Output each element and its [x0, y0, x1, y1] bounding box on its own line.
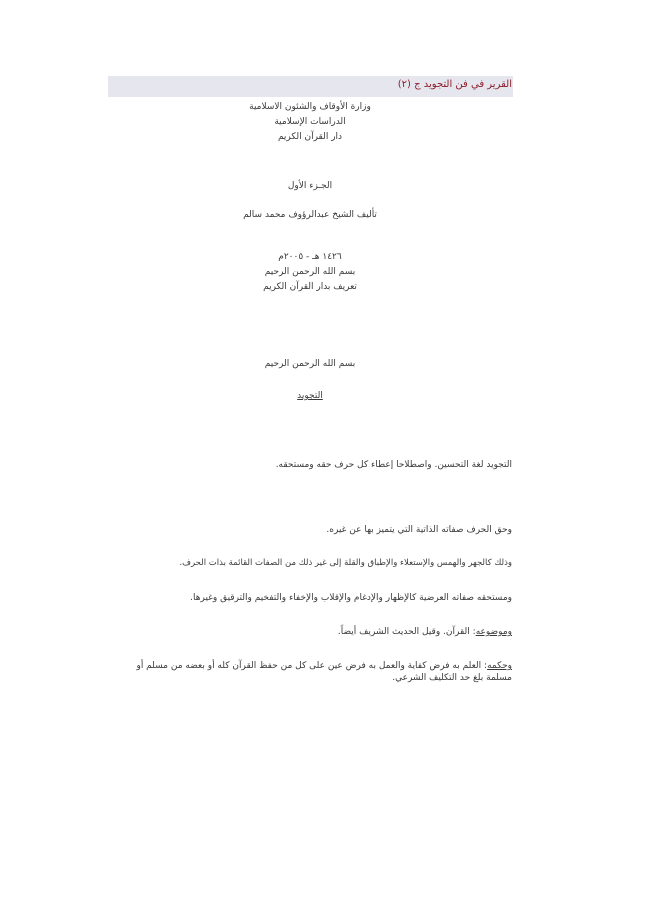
- examples-paragraph: وذلك كالجهر والهمس والإستعلاء والإطباق والقلة إلى غير ذلك من الصفات القائمة بذات الحرف.: [179, 558, 512, 568]
- ministry-line: وزارة الأوقاف والشئون الاسلامية: [249, 102, 371, 112]
- cover-basmala: بسم الله الرحمن الرحيم: [264, 267, 356, 277]
- intro-line: تعريف بدار القرآن الكريم: [263, 282, 357, 292]
- ruling-label: وحكمه: [487, 661, 512, 671]
- department-line: الدراسات الإسلامية: [274, 117, 346, 127]
- ruling-text: : العلم به فرض كفاية والعمل به فرض عين على كل من حفظ القرآن كله أو بعضه من مسلم أو مسلمة بلغ حد التكليف الشرعي.: [136, 661, 512, 683]
- ruling-paragraph: [112, 660, 512, 684]
- date-line: ١٤٢٦ هـ - ٢٠٠٥م: [278, 252, 342, 262]
- body-basmala: بسم الله الرحمن الرحيم: [264, 359, 356, 369]
- author-line: تأليف الشيخ عبدالرؤوف محمد سالم: [243, 210, 377, 220]
- definition-paragraph: التجويد لغة التحسين. واصطلاحا إعطاء كل حرف حقه ومستحقه.: [275, 460, 512, 470]
- topic-paragraph: [112, 626, 512, 638]
- topic-text: : القرآن. وقيل الحديث الشريف أيضاً.: [337, 627, 476, 637]
- mustahaq-paragraph: ومستحقه صفاته العرضية كالإظهار والإدغام والإقلاب والإخفاء والتفخيم والترقيق وغيرها.: [190, 593, 512, 603]
- part-line: الجـزء الأول: [287, 181, 333, 191]
- topic-label: وموضوعه: [475, 627, 512, 637]
- section-heading: التجويد: [297, 391, 323, 401]
- haq-paragraph: وحق الحرف صفاته الذاتية التي يتميز بها عن غيره.: [326, 525, 512, 535]
- institute-line: دار القرآن الكريم: [277, 132, 343, 142]
- document-title: القرير في فن التجويد ج (٢): [397, 79, 512, 90]
